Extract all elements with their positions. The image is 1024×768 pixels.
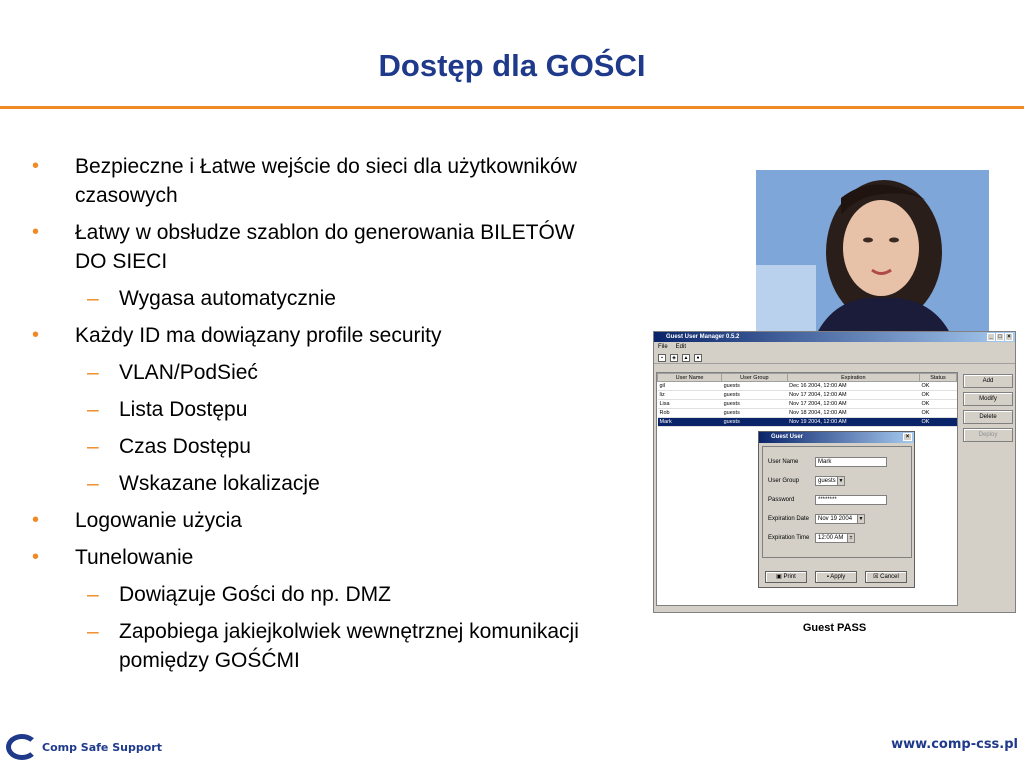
sub-bullet-item [32, 469, 592, 498]
slide-title: Dostęp dla GOŚCI [378, 48, 646, 83]
table-row[interactable] [658, 400, 957, 409]
menu-edit[interactable]: Edit [675, 344, 687, 350]
refresh-icon[interactable]: ◈ [670, 354, 678, 362]
table-cell: gil [658, 382, 722, 391]
bullet-text: Dowiązuje Gości do np. DMZ [119, 583, 391, 606]
close-icon[interactable]: × [903, 433, 912, 441]
sub-bullet-item [32, 284, 592, 313]
password-input[interactable]: ******** [815, 495, 887, 505]
bullet-marker: • [32, 324, 40, 346]
window-titlebar [654, 332, 1015, 342]
bullet-item [32, 152, 592, 210]
print-label: Print [783, 574, 796, 580]
bullet-marker: • [32, 509, 40, 531]
table-cell: guests [722, 400, 788, 409]
table-cell: guests [722, 382, 788, 391]
website-url[interactable]: www.comp-css.pl [891, 737, 1018, 752]
save-icon: ▪ [826, 574, 831, 580]
table-cell: Nov 19 2004, 12:00 AM [787, 418, 919, 427]
sub-bullet-marker: – [87, 620, 99, 643]
woman-photo [756, 170, 989, 335]
sub-bullet-marker: – [87, 398, 99, 421]
bullet-item [32, 543, 592, 572]
bullet-item [32, 506, 592, 535]
sub-bullet-marker: – [87, 435, 99, 458]
filter-icon[interactable]: ▲ [683, 354, 689, 361]
username-input[interactable]: Mark [815, 457, 887, 467]
table-row-selected[interactable] [658, 418, 957, 427]
table-cell: Rob [658, 409, 722, 418]
column-header[interactable]: Status [920, 374, 957, 382]
company-logo [6, 734, 162, 760]
column-header[interactable]: User Name [658, 374, 722, 382]
cancel-icon: ☒ [873, 574, 881, 580]
bullet-text: Logowanie użycia [75, 509, 242, 532]
dialog-title: Guest User [771, 434, 804, 440]
group-label: User Group [768, 478, 800, 484]
table-cell: Mark [658, 418, 722, 427]
table-cell: Nov 17 2004, 12:00 AM [787, 400, 919, 409]
modify-button[interactable]: Modify [963, 392, 1013, 406]
date-select[interactable] [815, 514, 865, 524]
table-cell: guests [722, 391, 788, 400]
sub-bullet-item [32, 580, 592, 609]
add-button[interactable]: Add [963, 374, 1013, 388]
apply-label: Apply [830, 574, 846, 580]
toolbar [654, 352, 1015, 364]
screenshot-caption: Guest PASS [802, 622, 867, 634]
table-cell: OK [920, 409, 957, 418]
chevron-down-icon[interactable]: ▼ [838, 478, 844, 484]
bullet-text: Wskazane lokalizacje [119, 472, 320, 495]
delete-button[interactable]: Delete [963, 410, 1013, 424]
time-label: Expiration Time [768, 535, 810, 541]
bullet-item [32, 218, 592, 276]
bullet-text: Zapobiega jakiejkolwiek wewnętrznej komunikacji pomiędzy GOŚĆMI [119, 620, 579, 672]
chevron-down-icon[interactable]: ▼ [858, 516, 864, 522]
sub-bullet-marker: – [87, 583, 99, 606]
cancel-label: Cancel [880, 574, 899, 580]
deploy-button[interactable]: Deploy [963, 428, 1013, 442]
table-cell: Nov 17 2004, 12:00 AM [787, 391, 919, 400]
table-row[interactable] [658, 391, 957, 400]
bullet-text: Łatwy w obsłudze szablon do generowania BILETÓW DO SIECI [75, 221, 575, 273]
logo-text: Comp Safe Support [42, 740, 162, 754]
time-value: 12:00 AM [818, 535, 844, 541]
bullet-text: VLAN/PodSieć [119, 361, 258, 384]
logo-ring-icon [6, 734, 38, 760]
sub-bullet-item [32, 617, 592, 675]
bullet-marker: • [32, 155, 40, 177]
apply-button[interactable] [815, 571, 857, 583]
username-label: User Name [768, 459, 799, 465]
bullet-list [32, 152, 592, 683]
bullet-item [32, 321, 592, 350]
sub-bullet-item [32, 358, 592, 387]
table-cell: guests [722, 409, 788, 418]
table-cell: Dec 16 2004, 12:00 AM [787, 382, 919, 391]
table-cell: OK [920, 391, 957, 400]
sub-bullet-marker: – [87, 472, 99, 495]
bullet-marker: • [32, 546, 40, 568]
table-cell: Lisa [658, 400, 722, 409]
table-cell: OK [920, 382, 957, 391]
column-header[interactable]: Expiration [787, 374, 919, 382]
bullet-text: Tunelowanie [75, 546, 194, 569]
action-buttons [963, 374, 1013, 446]
sub-bullet-marker: – [87, 287, 99, 310]
bullet-text: Wygasa automatycznie [119, 287, 336, 310]
save-icon[interactable]: ▪ [658, 354, 666, 362]
table-cell: OK [920, 400, 957, 409]
dialog-buttons [765, 571, 907, 583]
table-cell: OK [920, 418, 957, 427]
table-cell: liz [658, 391, 722, 400]
bullet-marker: • [32, 221, 40, 243]
spinner-icon[interactable]: ± [847, 534, 854, 542]
menu-bar [654, 342, 1015, 352]
date-value: Nov 19 2004 [818, 516, 853, 522]
maximize-icon[interactable]: □ [996, 333, 1004, 341]
sub-bullet-item [32, 395, 592, 424]
column-header[interactable]: User Group [722, 374, 788, 382]
table-row[interactable] [658, 382, 957, 391]
close-icon[interactable]: × [1005, 333, 1013, 341]
window-title: Guest User Manager 0.5.2 [666, 334, 740, 340]
password-label: Password [768, 497, 795, 503]
time-stepper[interactable] [815, 533, 855, 543]
printer-icon: ▣ [776, 574, 784, 580]
bullet-text: Lista Dostępu [119, 398, 248, 421]
menu-file[interactable]: File [658, 344, 668, 350]
date-label: Expiration Date [768, 516, 810, 522]
table-cell: Nov 18 2004, 12:00 AM [787, 409, 919, 418]
bullet-text: Czas Dostępu [119, 435, 251, 458]
table-row[interactable] [658, 409, 957, 418]
minimize-icon[interactable]: _ [987, 333, 995, 341]
guest-user-dialog [758, 431, 915, 588]
group-value: guests [818, 478, 836, 484]
bullet-text: Każdy ID ma dowiązany profile security [75, 324, 442, 347]
sub-bullet-marker: – [87, 361, 99, 384]
print-button[interactable] [765, 571, 807, 583]
title-divider [0, 106, 1024, 109]
dialog-form [762, 446, 912, 558]
users-icon[interactable]: ● [694, 354, 702, 362]
group-select[interactable] [815, 476, 845, 486]
bullet-text: Bezpieczne i Łatwe wejście do sieci dla użytkowników czasowych [75, 155, 577, 207]
table-cell: guests [722, 418, 788, 427]
cancel-button[interactable] [865, 571, 907, 583]
sub-bullet-item [32, 432, 592, 461]
dialog-titlebar [759, 432, 914, 443]
